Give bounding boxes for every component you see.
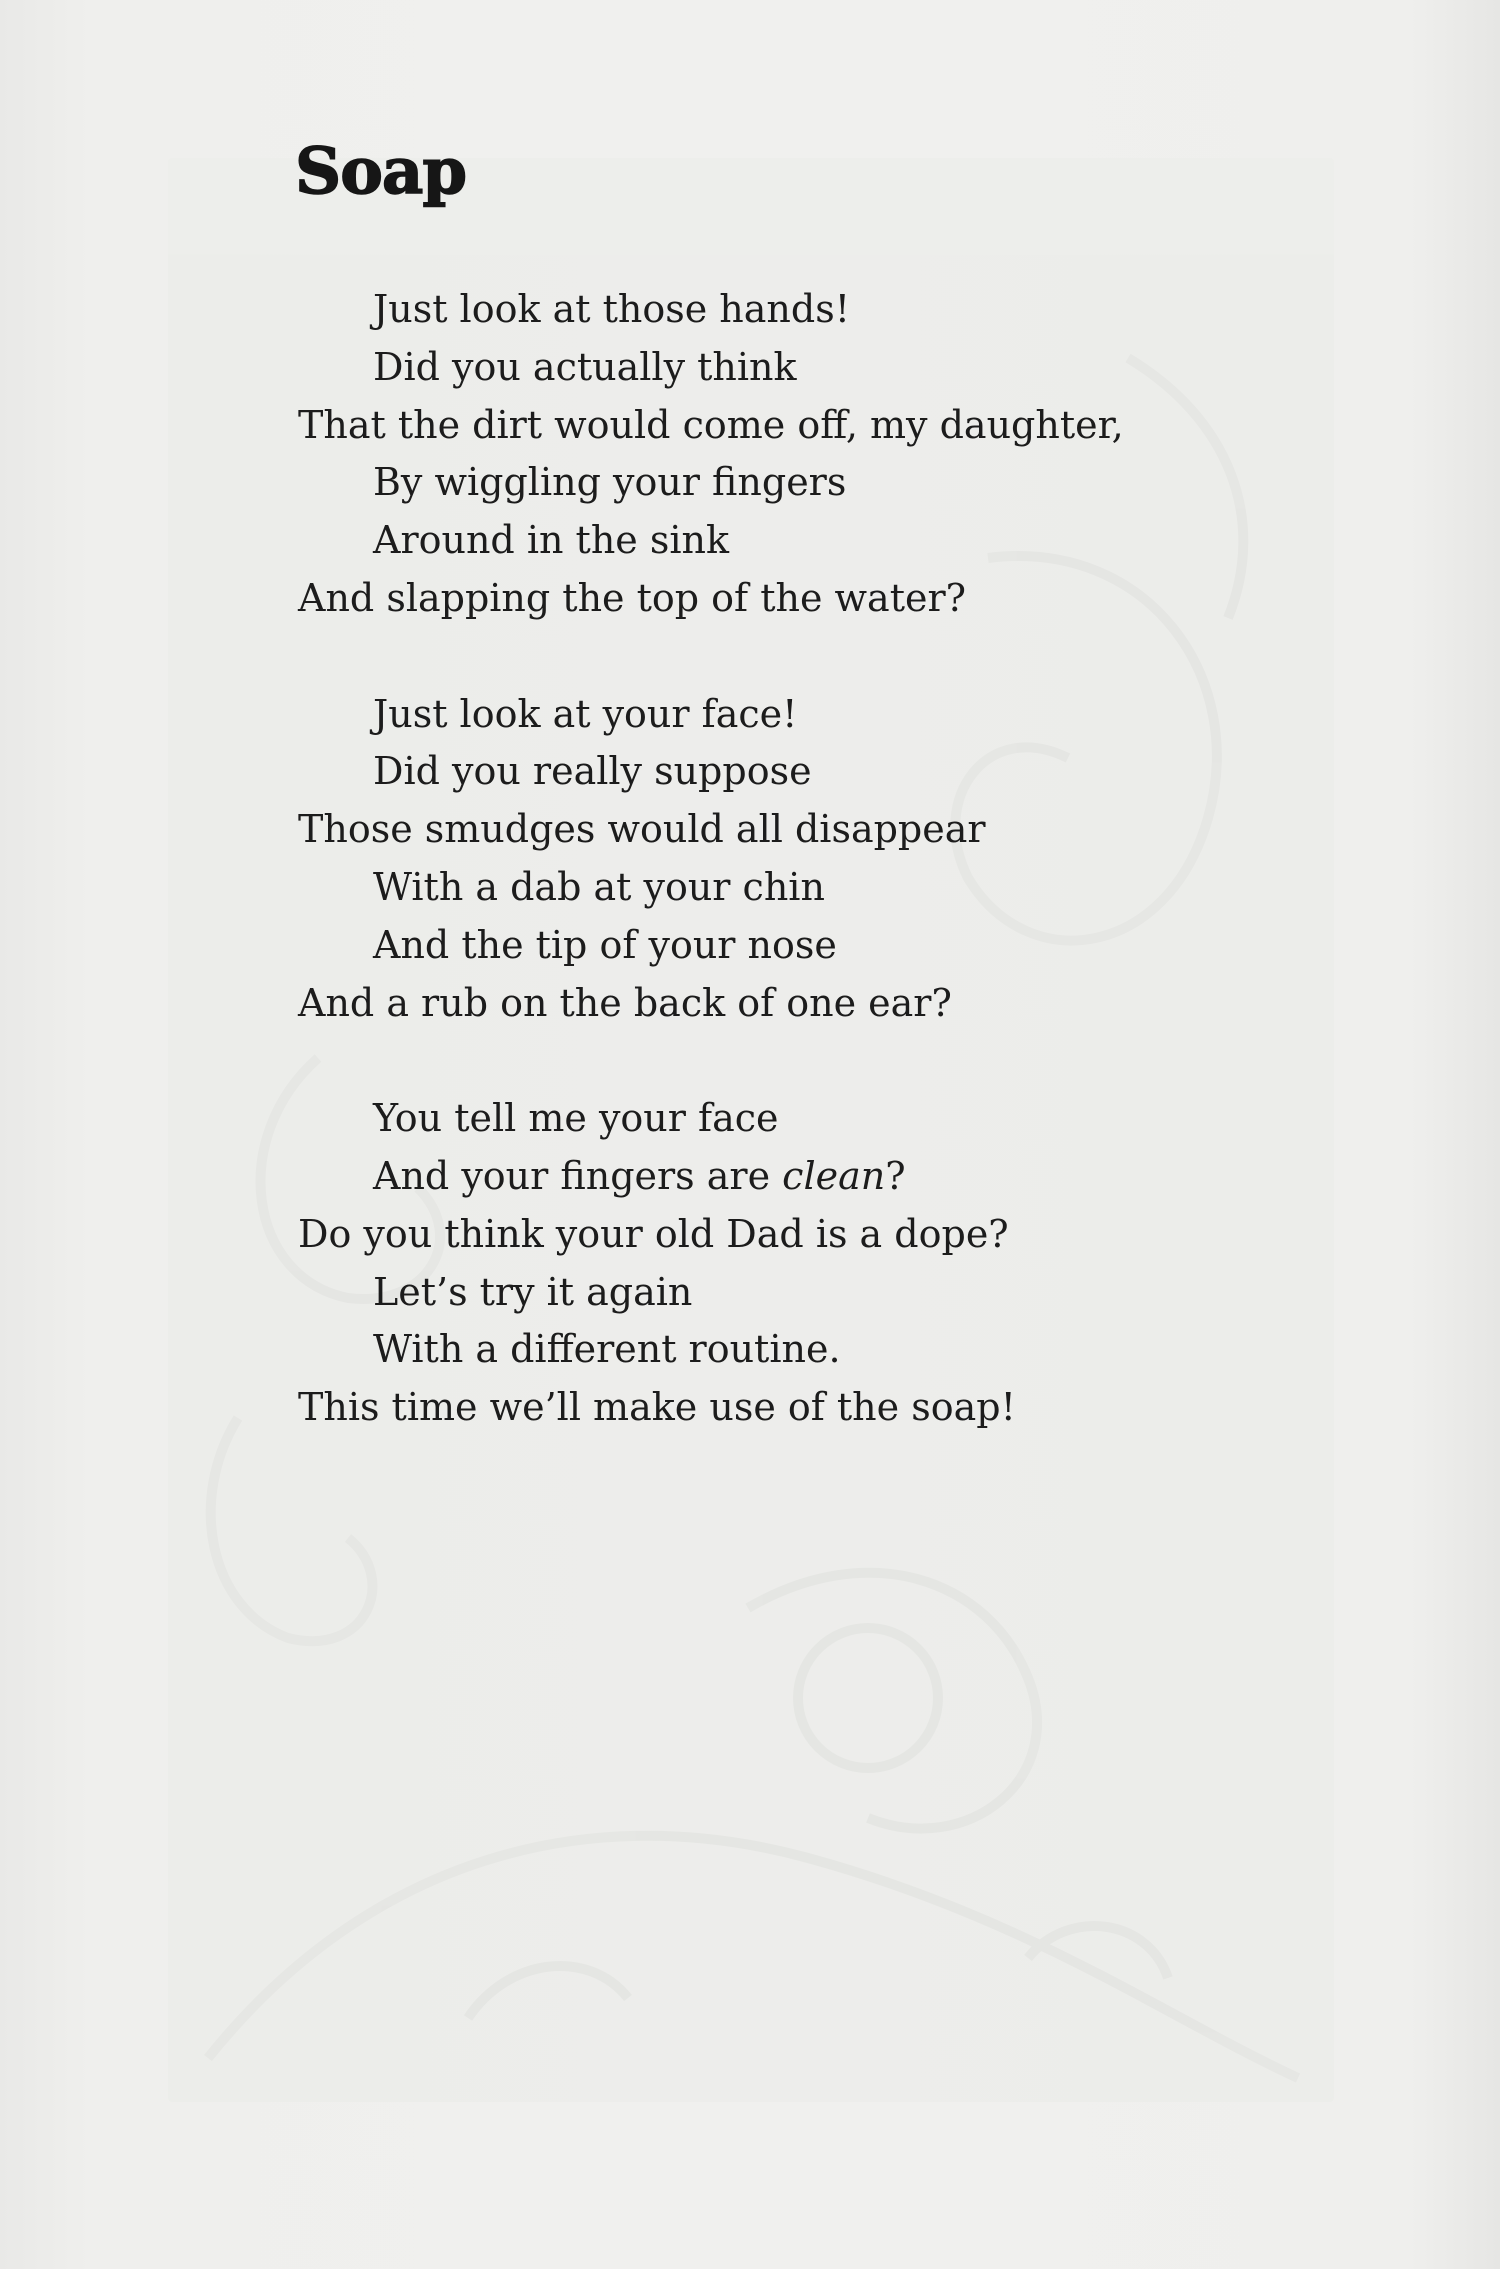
poem-line: Did you really suppose <box>373 749 812 794</box>
italic-word: clean <box>782 1153 886 1198</box>
poem-line: And the tip of your nose <box>373 922 837 967</box>
poem-line: Those smudges would all disappear <box>298 807 986 852</box>
line-text: ? <box>885 1153 906 1198</box>
stanza-1 <box>298 281 1198 628</box>
poem-line: That the dirt would come off, my daughter, <box>298 402 1124 447</box>
poem-body <box>298 281 1198 1495</box>
poem-line: By wiggling your fingers <box>373 460 847 505</box>
poem-line: This time we’ll make use of the soap! <box>298 1385 1016 1430</box>
poem-line: With a different routine. <box>373 1327 841 1372</box>
poem-line: And a rub on the back of one ear? <box>298 980 952 1025</box>
poem-title: Soap <box>295 134 467 209</box>
poem-line: Let’s try it again <box>373 1269 693 1314</box>
stanza-2 <box>298 686 1198 1033</box>
poem-line: And slapping the top of the water? <box>298 575 966 620</box>
line-text: And your fingers are <box>373 1153 783 1198</box>
poem-line: You tell me your face <box>373 1096 779 1141</box>
poem-line: Did you actually think <box>373 344 797 389</box>
poem-line: Just look at those hands! <box>373 287 850 331</box>
poem-line: Around in the sink <box>373 518 730 563</box>
poem-line: Just look at your face! <box>373 691 798 736</box>
poem-line: Do you think your old Dad is a dope? <box>298 1211 1009 1256</box>
poem-line <box>298 1148 1198 1206</box>
poem-line: With a dab at your chin <box>373 864 825 909</box>
stanza-3 <box>298 1090 1198 1437</box>
